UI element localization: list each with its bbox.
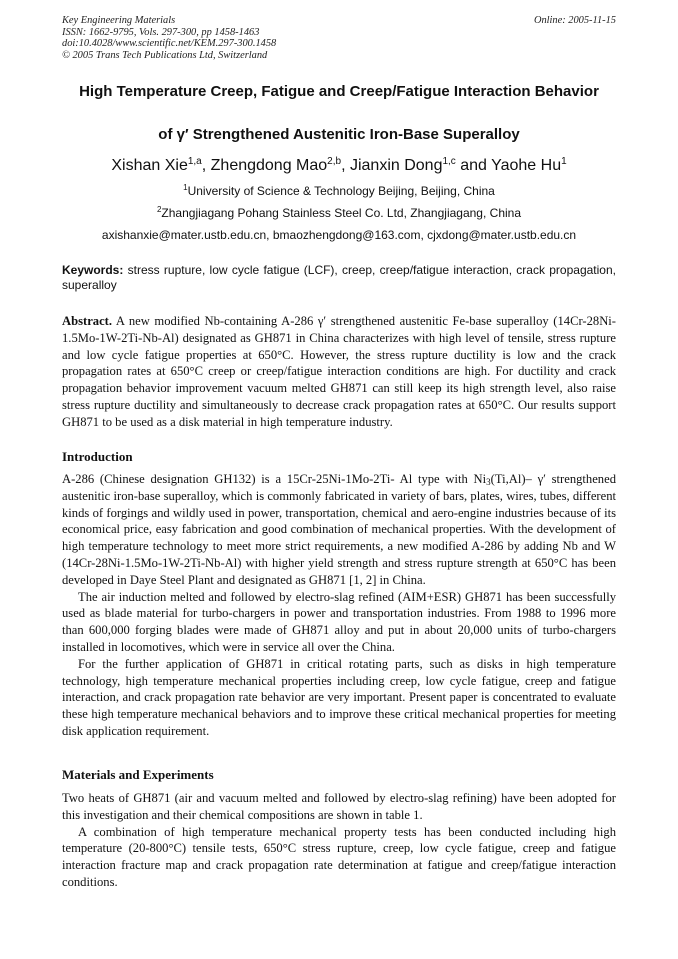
abstract-label: Abstract. — [62, 314, 113, 328]
keywords-text: stress rupture, low cycle fatigue (LCF), creep, creep/fatigue interaction, crack propagation, superalloy — [62, 263, 616, 292]
materials-heading: Materials and Experiments — [62, 767, 214, 782]
doi-line: doi:10.4028/www.scientific.net/KEM.297-300.1458 — [62, 38, 277, 49]
intro-paragraph-2: The air induction melted and followed by electro-slag refined (AIM+ESR) GH871 has been successfully used as blade material for turbo-chargers in power and transportation industries. From 1988 to 1996 more than 600,000 forging blades were made of GH871 alloy and put in about 20,000 units of turbo-chargers installed in locomotives, which were in service all over the China. — [62, 589, 616, 654]
author-superscript: 1,a — [187, 156, 202, 167]
abstract-text: A new modified Nb-containing A-286 γ′ strengthened austenitic Fe-base superalloy (14Cr-28Ni-1.5Mo-1W-2Ti-Nb-Al) designated as GH871 in China characterizes with high level of tensile, stress rupture and low cycle fatigue properties at 650°C. However, the stress rupture ductility is low and the crack propagation rates at 650°C creep or creep/fatigue interaction conditions are high. For ductility and crack propagation behavior improvement vacuum melted GH871 can still keep its high strength level, also raise stress rupture ductility and simultaneously to decrease crack propagation rates at 650°C. Our results support GH871 to be used as a disk material in high temperature industry. — [62, 314, 616, 429]
journal-header — [62, 15, 616, 61]
introduction-heading: Introduction — [62, 449, 133, 464]
journal-name: Key Engineering Materials — [62, 15, 176, 26]
affiliation-text: Zhangjiagang Pohang Stainless Steel Co. Ltd, Zhangjiagang, China — [161, 206, 522, 220]
affiliation-superscript: 1 — [183, 183, 188, 192]
author-name: Jianxin Dong — [349, 157, 443, 174]
intro-paragraph-3: For the further application of GH871 in critical rotating parts, such as disks in high temperature technology, high temperature mechanical properties including creep, low cycle fatigue, creep and fatigue interaction, and crack propagation rate behavior are very important. Present paper is concentrated to evaluate these high temperature mechanical behaviors and to improve these critical mechanical properties for meeting disk application requirement. — [62, 656, 616, 738]
affiliation-superscript: 2 — [156, 205, 162, 214]
issn-line: ISSN: 1662-9795, Vols. 297-300, pp 1458-1463 — [62, 26, 260, 38]
online-date: Online: 2005-11-15 — [533, 15, 616, 26]
copyright-line: © 2005 Trans Tech Publications Ltd, Switzerland — [62, 49, 268, 61]
author-superscript: 1,c — [442, 156, 456, 167]
materials-paragraph-1: Two heats of GH871 (air and vacuum melted and followed by electro-slag refining) have been adopted for this investigation and their chemical compositions are shown in table 1. — [62, 791, 616, 822]
materials-paragraph-2: A combination of high temperature mechanical property tests has been conducted including high temperature (20-800°C) tensile tests, 650°C stress rupture, creep, low cycle fatigue, creep and fatigue interaction fracture map and crack propagation rate determination at fatigue and creep/fatigue interaction conditions. — [62, 824, 616, 889]
affiliation-1 — [62, 183, 616, 199]
intro-paragraph-1 — [62, 471, 616, 589]
intro-p1-subscript: 3 — [486, 477, 491, 487]
materials-section — [62, 790, 616, 891]
abstract — [62, 313, 616, 431]
paper-title-line1: High Temperature Creep, Fatigue and Creep/Fatigue Interaction Behavior — [79, 83, 599, 100]
intro-p1-text-a: A-286 (Chinese designation GH132) is a 15Cr-25Ni-1Mo-2Ti- Al type with Ni — [62, 472, 487, 486]
author-name: Yaohe Hu — [491, 157, 562, 174]
author-list: Xishan Xie$^{1,a}$, Zhengdong Mao$^{2,b}$, Jianxin Dong$^{1,c}$ and Yaohe Hu$^1$ — [111, 156, 567, 174]
keywords-label: Keywords: — [62, 263, 124, 277]
author-name: Xishan Xie — [111, 157, 188, 174]
keywords — [62, 263, 616, 293]
affiliation-text: University of Science & Technology Beijing, Beijing, China — [187, 184, 495, 198]
author-name: Zhengdong Mao — [210, 157, 328, 174]
introduction-section — [62, 471, 616, 740]
author-emails: axishanxie@mater.ustb.edu.cn, bmaozhengdong@163.com, cjxdong@mater.ustb.edu.cn — [101, 228, 577, 242]
paper-title-line2: of γ′ Strengthened Austenitic Iron-Base Superalloy — [158, 126, 520, 143]
intro-p1-text-b: (Ti,Al)– γ′ strengthened austenitic iron-base superalloy, which is commonly fabricated in variety of bars, plates, wires, tubes, different kinds of forgings and wildly used in power, transportation, chemical and aero-engine industries because of its economical price, easy fabrication and good combination of mechanical properties. With the development of high temperature technology to meet more strict requirements, a new modified A-286 by adding Nb and W (14Cr-28Ni-1.5Mo-1W-2Ti-Nb-Al) with higher yield strength and stress rupture strength at 650°C has been developed in Daye Steel Plant and designated as GH871 [1, 2] in China. — [62, 472, 616, 587]
author-superscript: 2,b — [327, 156, 342, 167]
author-superscript: 1 — [561, 156, 567, 167]
affiliation-2 — [62, 205, 616, 221]
